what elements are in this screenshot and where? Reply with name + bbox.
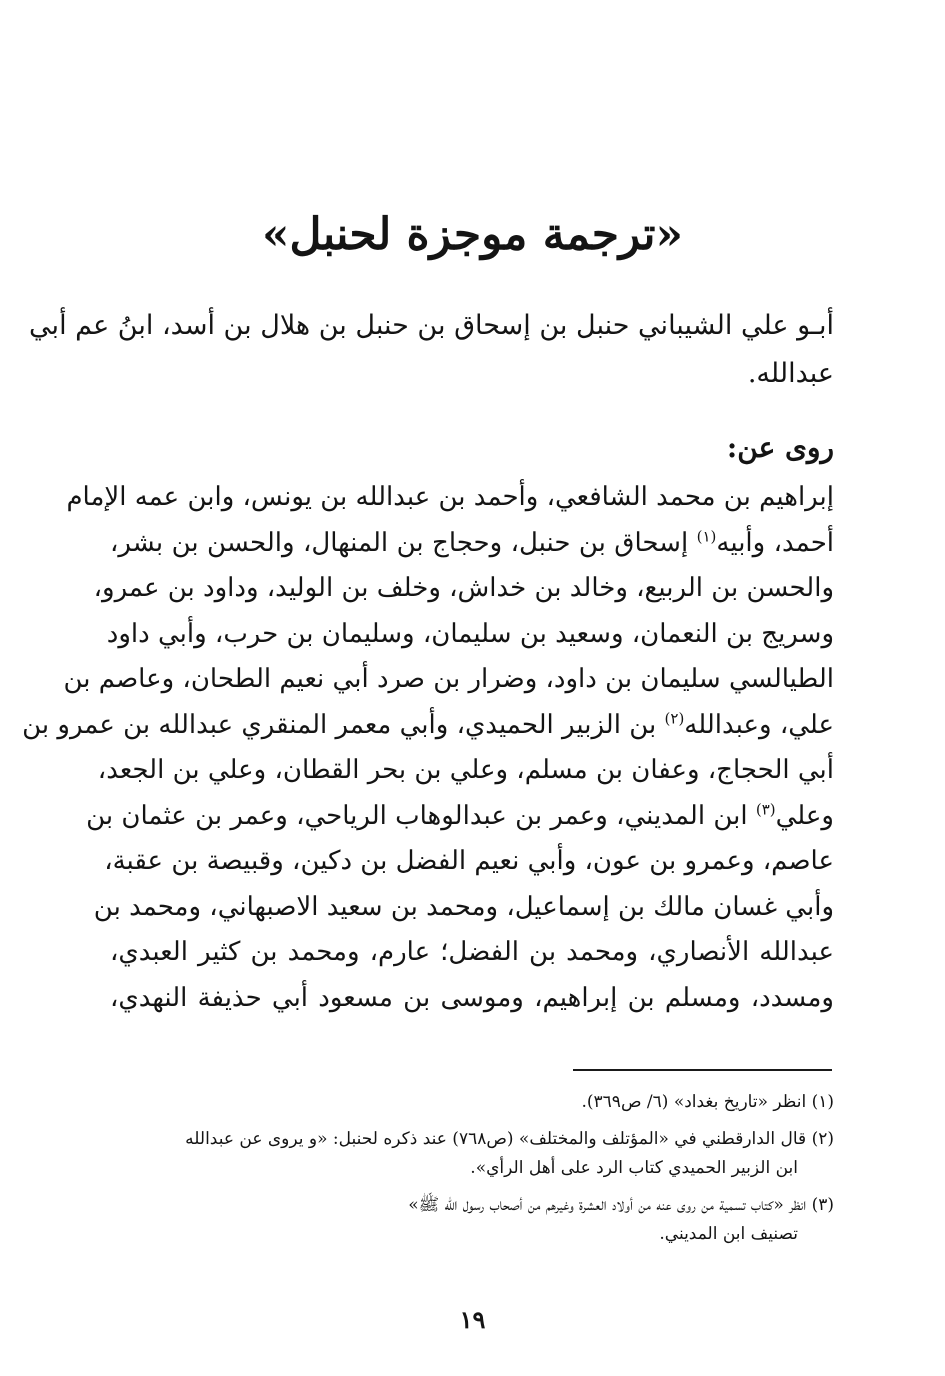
page-number: ١٩ bbox=[459, 1305, 486, 1334]
text-line: عبدالله الأنصاري، ومحمد بن الفضل؛ عارم، ومحمد بن كثير العبدي، bbox=[110, 937, 834, 967]
narrators-paragraph bbox=[22, 475, 834, 1021]
text-line: عاصم، وعمرو بن عون، وأبي نعيم الفضل بن دكين، وقبيصة بن عقبة، bbox=[104, 846, 834, 876]
footnote-marker: (٢) bbox=[664, 708, 685, 727]
text-line: علي، وعبدالله$^{(٢)}$ بن الزبير الحميدي، وأبي معمر المنقري عبدالله بن عمرو بن bbox=[22, 708, 834, 740]
text-line: أحمد، وأبيه$^{(١)}$ إسحاق بن حنبل، وحجاج بن المنهال، والحسن بن بشر، bbox=[110, 526, 834, 558]
footnote-3 bbox=[110, 1191, 834, 1249]
text-line: إبراهيم بن محمد الشافعي، وأحمد بن عبدالله بن يونس، وابن عمه الإمام bbox=[66, 482, 834, 512]
text-line: ومسدد، ومسلم بن إبراهيم، وموسى بن مسعود أبي حذيفة النهدي، bbox=[110, 982, 834, 1013]
text-line: أبي الحجاج، وعفان بن مسلم، وعلي بن بحر القطان، وعلي بن الجعد، bbox=[97, 755, 834, 785]
footnote-2 bbox=[110, 1125, 834, 1183]
footnote-marker: (٣) bbox=[755, 799, 776, 818]
text-line: الطيالسي سليمان بن داود، وضرار بن صرد أبي نعيم الطحان، وعاصم بن bbox=[63, 664, 834, 694]
footnotes bbox=[110, 1088, 834, 1257]
text-line: وسريج بن النعمان، وسعيد بن سليمان، وسليمان بن حرب، وأبي داود bbox=[106, 618, 834, 649]
text-line: وأبي غسان مالك بن إسماعيل، ومحمد بن سعيد الاصبهاني، ومحمد بن bbox=[93, 891, 834, 922]
footnote-separator bbox=[573, 1069, 832, 1071]
footnote-1 bbox=[110, 1088, 834, 1117]
footnote-line: (١) انظر «تاريخ بغداد» (٦/ ص٣٦٩). bbox=[581, 1092, 834, 1112]
footnote-line: تصنيف ابن المديني. bbox=[659, 1224, 798, 1244]
chapter-title: «ترجمة موجزة لحنبل» bbox=[262, 209, 683, 260]
footnote-marker: (١) bbox=[696, 526, 717, 545]
intro-line: عبدالله. bbox=[747, 358, 834, 389]
section-heading: روى عن: bbox=[726, 431, 834, 464]
intro-paragraph bbox=[29, 302, 834, 398]
footnote-line: (٣) انظر «كتاب تسمية من روى عنه من أولاد العشرة وغيرهم من أصحاب رسول الله ﷺ» bbox=[408, 1195, 834, 1215]
footnote-line: ابن الزبير الحميدي كتاب الرد على أهل الرأي». bbox=[470, 1158, 798, 1178]
footnote-line: (٢) قال الدارقطني في «المؤتلف والمختلف» (ص٧٦٨) عند ذكره لحنبل: «و يروى عن عبدالله bbox=[185, 1129, 834, 1149]
intro-line: أبـو علي الشيباني حنبل بن إسحاق بن حنبل بن هلال بن أسد، ابنُ عم أبي bbox=[29, 310, 834, 341]
text-line: وعلي$^{(٣)}$ ابن المديني، وعمر بن عبدالوهاب الرياحي، وعمر بن عثمان بن bbox=[86, 799, 834, 831]
text-line: والحسن بن الربيع، وخالد بن خداش، وخلف بن الوليد، وداود بن عمرو، bbox=[93, 573, 834, 603]
